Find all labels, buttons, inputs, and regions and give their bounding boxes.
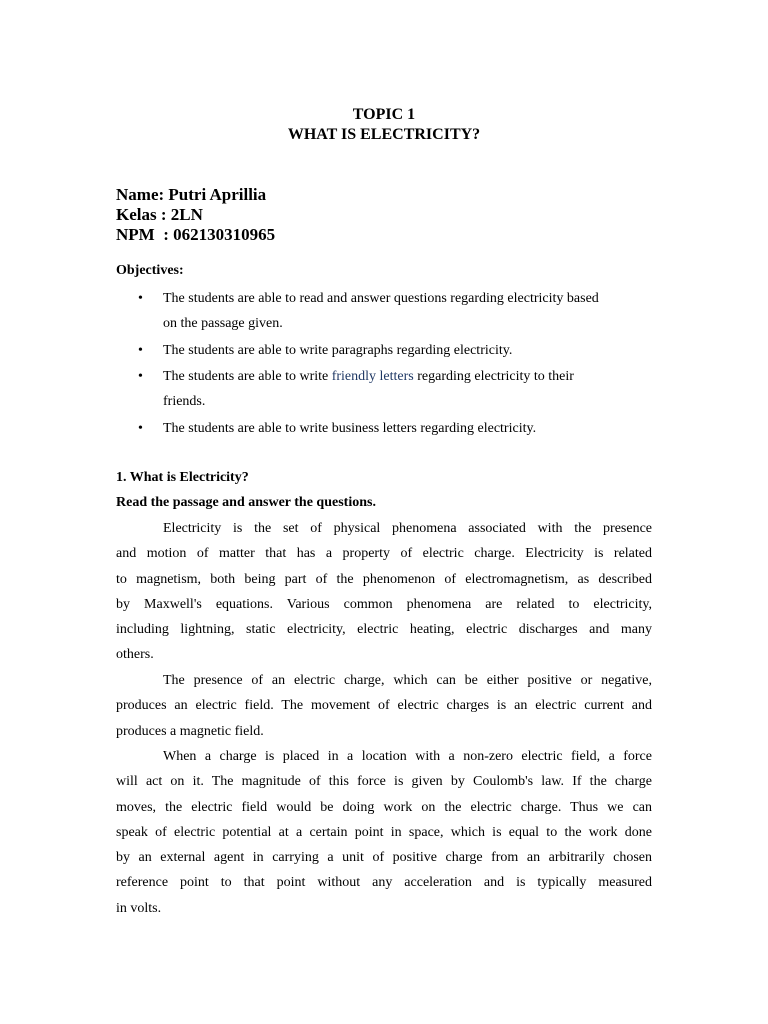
paragraph-line: by Maxwell's equations. Various common phenomena are related to electricity, xyxy=(116,596,652,612)
paragraph-line: Electricity is the set of physical phenomena associated with the presence xyxy=(163,521,652,536)
paragraph-line: by an external agent in carrying a unit of positive charge from an arbitrarily chosen xyxy=(116,850,652,866)
objective-text: on the passage given. xyxy=(163,316,283,331)
bullet-icon: • xyxy=(138,369,143,384)
paragraph-line: to magnetism, both being part of the phenomenon of electromagnetism, as described xyxy=(116,571,652,587)
topic-title: WHAT IS ELECTRICITY? xyxy=(287,126,481,143)
student-npm: NPM : 062130310965 xyxy=(116,225,276,244)
paragraph-line: produces an electric field. The movement of electric charges is an electric current and xyxy=(116,698,652,714)
topic-number: TOPIC 1 xyxy=(352,106,416,123)
paragraph-line: others. xyxy=(116,647,154,663)
bullet-icon: • xyxy=(138,343,143,358)
bullet-icon: • xyxy=(138,291,143,306)
objective-text: regarding electricity to their xyxy=(413,369,574,384)
passage-paragraph xyxy=(116,744,652,921)
objective-item xyxy=(163,416,663,441)
friendly-letters-link[interactable]: friendly letters xyxy=(331,369,414,384)
paragraph-line: reference point to that point without any acceleration and is typically measured xyxy=(116,875,652,891)
paragraph-line: including lightning, static electricity, electric heating, electric discharges and many xyxy=(116,622,652,638)
objective-text: The students are able to read and answer questions regarding electricity based xyxy=(163,291,599,306)
objective-text: friends. xyxy=(163,394,206,409)
paragraph-line: When a charge is placed in a location with a non-zero electric field, a force xyxy=(163,749,652,764)
paragraph-line: speak of electric potential at a certain point in space, which is equal to the work done xyxy=(116,824,652,840)
bullet-icon: • xyxy=(138,421,143,436)
paragraph-line: The presence of an electric charge, which can be either positive or negative, xyxy=(163,673,652,688)
paragraph-line: will act on it. The magnitude of this force is given by Coulomb's law. If the charge xyxy=(116,774,652,790)
objective-item xyxy=(163,364,663,414)
section-heading: 1. What is Electricity? xyxy=(116,470,249,485)
paragraph-line: in volts. xyxy=(116,900,162,916)
paragraph-line: moves, the electric field would be doing work on the electric charge. Thus we can xyxy=(116,799,652,815)
passage-paragraph xyxy=(116,516,652,668)
paragraph-line: produces a magnetic field. xyxy=(116,723,264,739)
objective-text: The students are able to write business letters regarding electricity. xyxy=(163,421,537,436)
passage-paragraph xyxy=(116,668,652,744)
objective-text: The students are able to write xyxy=(163,369,332,384)
student-name: Name: Putri Aprillia xyxy=(116,185,267,204)
objective-item xyxy=(163,286,663,336)
student-class: Kelas : 2LN xyxy=(116,205,203,224)
objective-item xyxy=(163,338,663,363)
paragraph-line: and motion of matter that has a property of electric charge. Electricity is related xyxy=(116,546,652,562)
objective-text: The students are able to write paragraphs regarding electricity. xyxy=(163,343,513,358)
section-instruction: Read the passage and answer the questions. xyxy=(116,495,376,510)
objectives-heading: Objectives: xyxy=(116,263,184,278)
